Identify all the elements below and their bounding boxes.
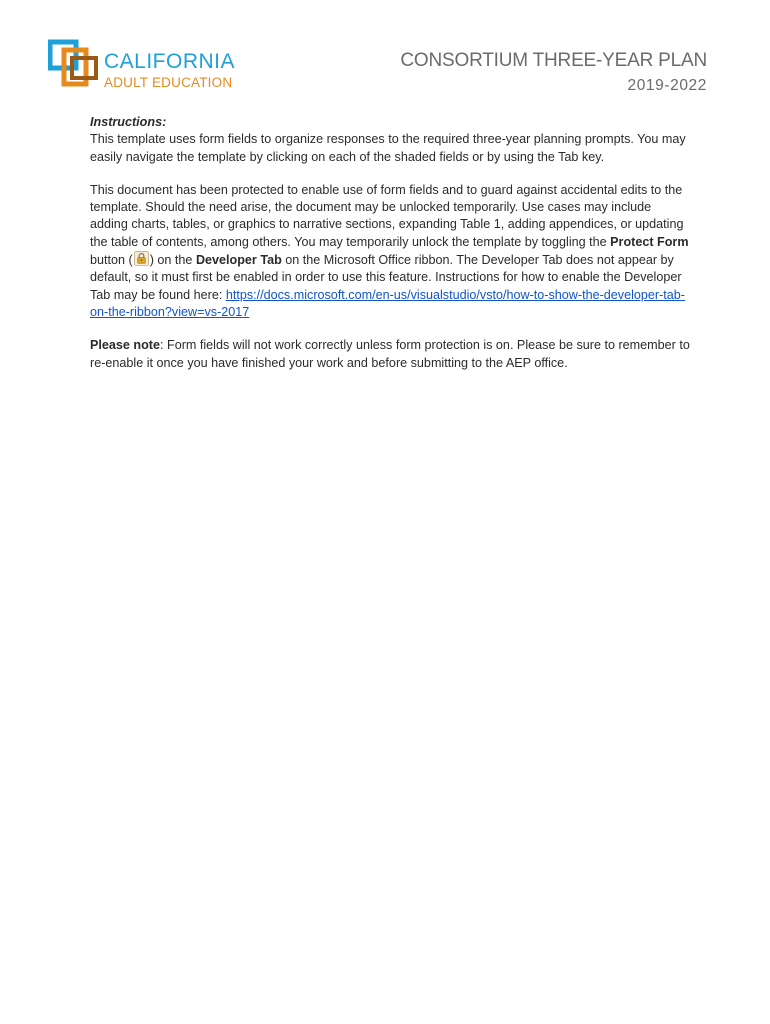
instructions-heading: Instructions: (90, 115, 167, 129)
logo-mark-icon (48, 38, 100, 90)
note-paragraph (90, 337, 690, 372)
developer-tab-label: Developer Tab (195, 253, 282, 268)
lock-icon (134, 251, 149, 266)
instructions-text-2a: This document has been protected to enable use of form fields and to guard against accidental edits to the template. Should the need arise, the document may be unlocked temporarily. Use cases may include adding charts, tables, or graphics to narrative sections, expanding Table 1, adding appendices, or updating the table of contents, among others. You may temporarily unlock the template by toggling the (90, 182, 684, 249)
document-years: 2019-2022 (627, 77, 707, 94)
instructions-paragraph-1 (90, 114, 690, 166)
instructions-text-2d: on the Microsoft Office ribbon. The Developer Tab does not appear by default, so it must first be enabled in order to use this feature. Instructions for how to enable the Developer Tab may be found here: (90, 253, 682, 302)
developer-tab-help-link[interactable]: https://docs.microsoft.com/en-us/visualstudio/vsto/how-to-show-the-developer-tab-on-the-ribbon?view=vs-2017 (90, 287, 685, 319)
instructions-paragraph-2 (90, 182, 690, 321)
document-title: CONSORTIUM THREE-YEAR PLAN (400, 50, 707, 71)
instructions-section (90, 114, 690, 388)
instructions-text-2c: ) on the (149, 253, 196, 268)
note-text: : Form fields will not work correctly unless form protection is on. Please be sure to remember to re-enable it once you have finished your work and before submitting to the AEP office. (90, 338, 690, 370)
note-label: Please note (90, 338, 160, 353)
protect-form-label: Protect Form (610, 234, 689, 249)
instructions-text-2b: button ( (90, 253, 133, 268)
logo-line-california: CALIFORNIA (104, 50, 236, 73)
california-adult-education-logo (48, 38, 248, 94)
instructions-text-1: This template uses form fields to organize responses to the required three-year planning prompts. You may easily navigate the template by clicking on each of the shaded fields or by using the Tab key. (90, 132, 686, 164)
logo-line-adult-education: ADULT EDUCATION (104, 75, 233, 90)
